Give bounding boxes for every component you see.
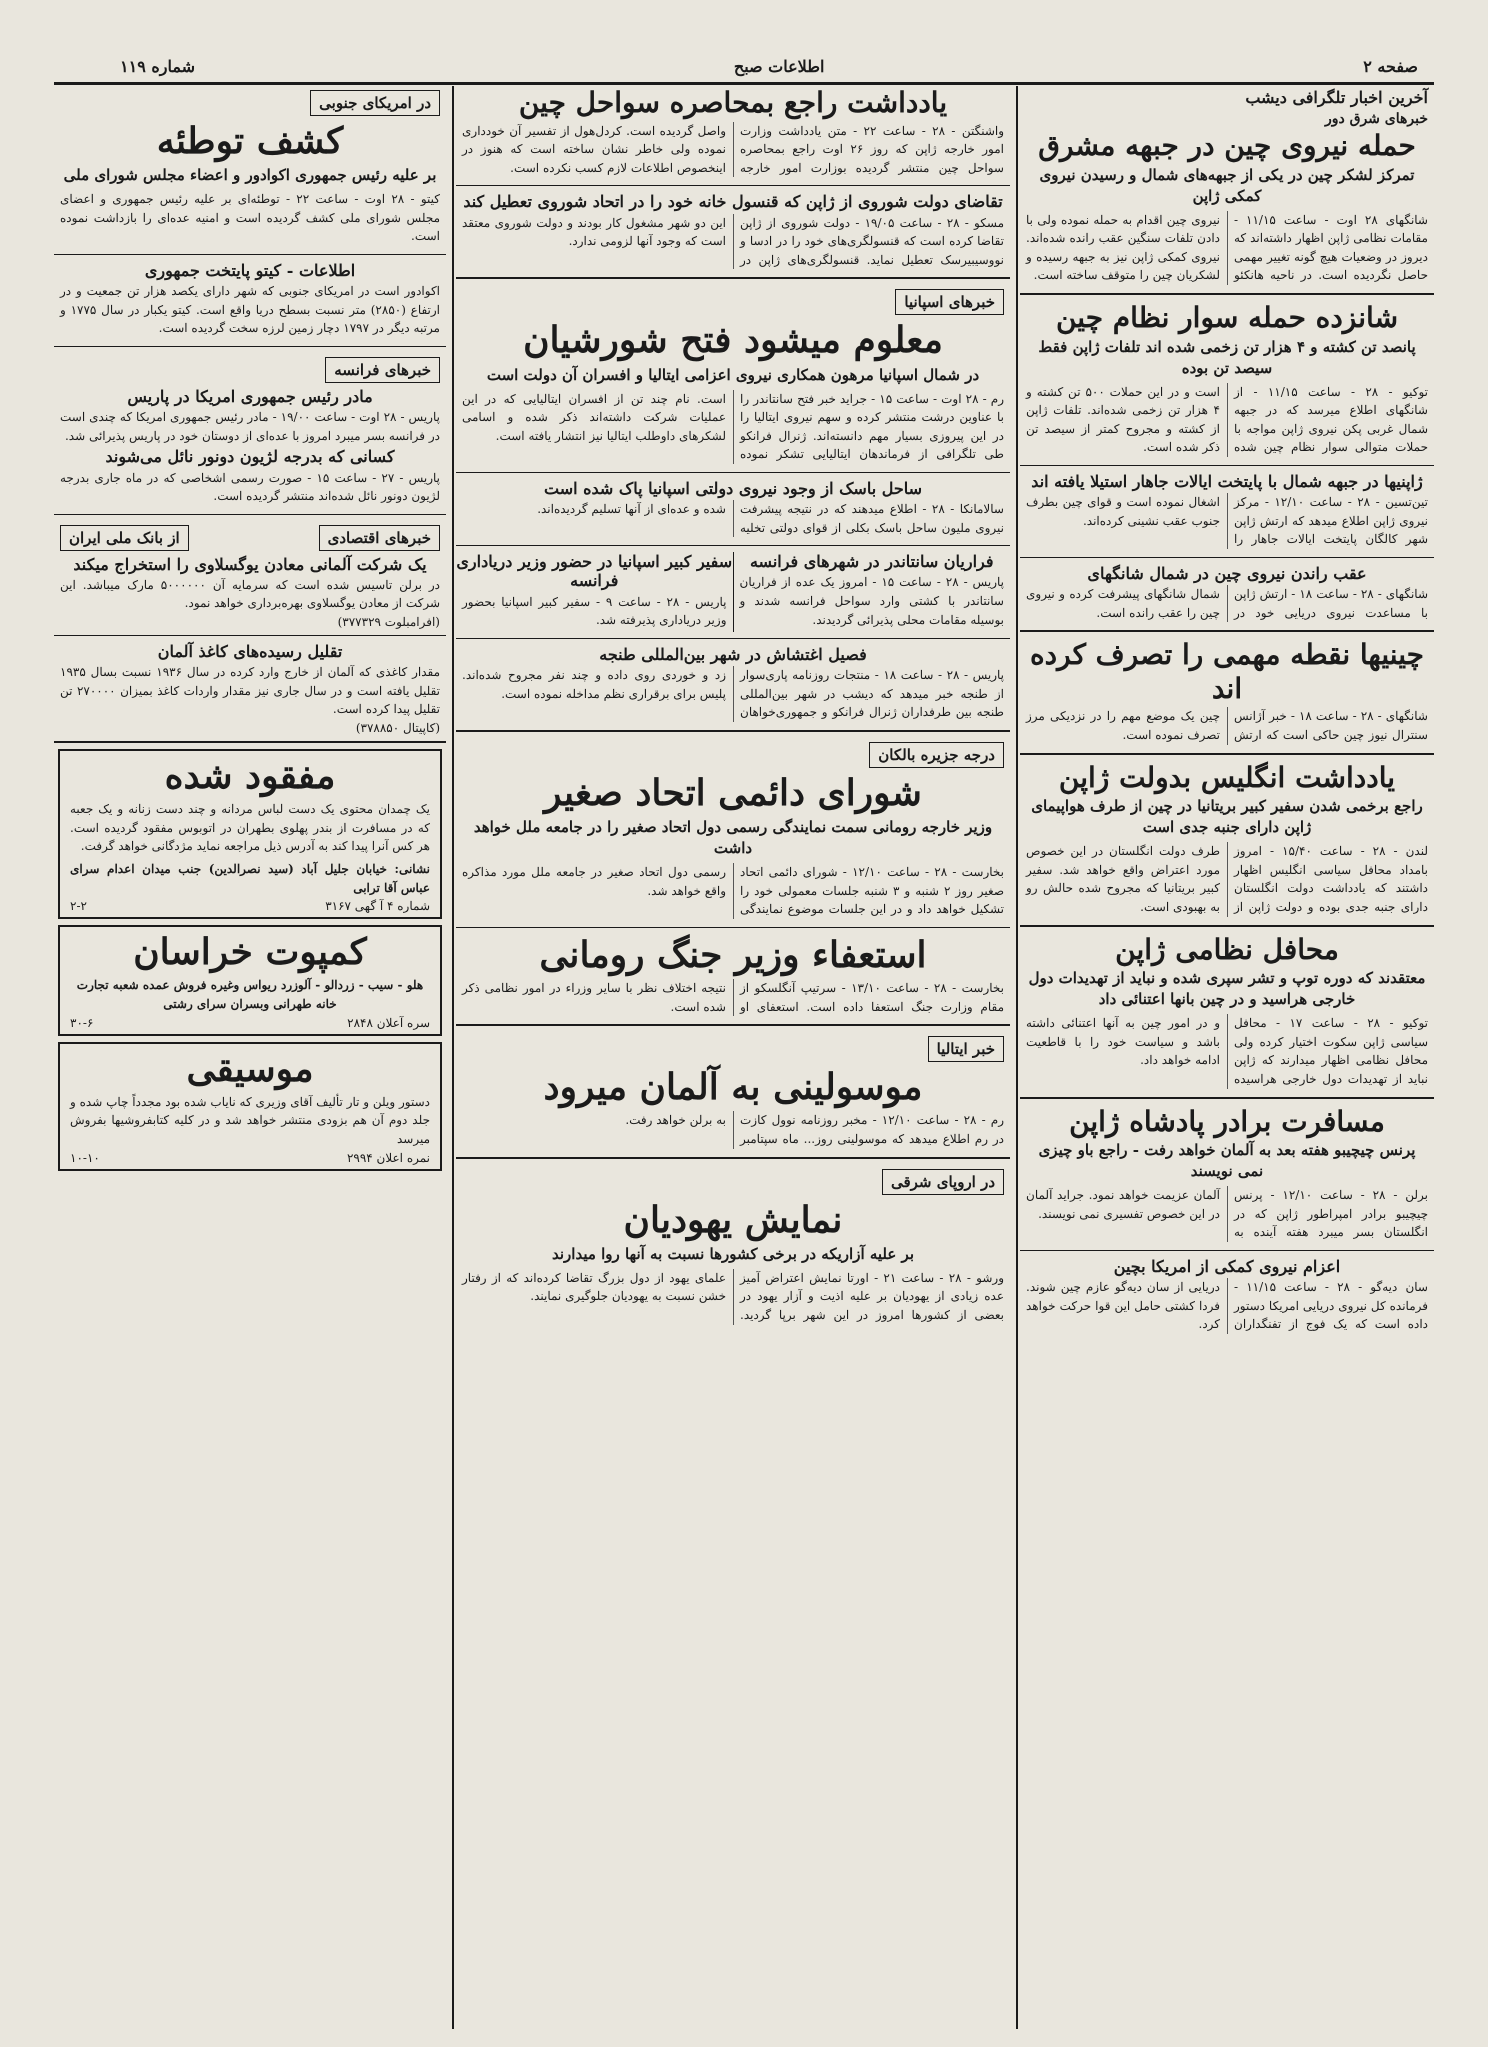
story-body: شانگهای - ۲۸ - ساعت ۱۸ - خبر آژانس سنترال نیوز چین حاکی است که ارتش چین یک موضع مهم را در نزدیکی مرز تصرف نموده است. <box>1026 709 1428 743</box>
section-label: خبر ایتالیا <box>928 1036 1004 1062</box>
credit-text: (افرامبلوت ۳۷۷۳۲۹) <box>337 615 440 630</box>
story-body: توکیو - ۲۸ - ساعت ۱۱/۱۵ - از شانگهای اطلاع میرسد که در جبهه شمال غربی پکن نیروی ژاپن مواجه با حملات متوالی سوار نظام چین شده است و در این حملات ۵۰۰ تن کشته و ۴ هزار تن زخمی شده‌اند. تلفات ژاپن از کشته و مجروح کمتر از سیصد تن ذکر شده است. <box>1026 384 1429 455</box>
story-body: تین‌تسین - ۲۸ - ساعت ۱۲/۱۰ - مرکز نیروی ژاپن اطلاع میدهد که ارتش ژاپن شهر کالگان پایتخت ایالات جاهار را اشغال نموده است و قوای چین بطرف جنوب عقب نشینی کرده‌اند. <box>1026 495 1428 547</box>
divider <box>1020 630 1434 632</box>
story-body: بخارست - ۲۸ - ساعت ۱۳/۱۰ - سرتیپ آنگلسکو از مقام وزارت جنگ استعفا داده است. استعفای او نتیجه اختلاف نظر با سایر وزراء در امور نظامی ذکر شده است. <box>462 980 1004 1014</box>
story-body: پاریس - ۲۷ - ساعت ۱۵ - صورت رسمی اشخاصی که در ماه جاری بدرجه لژیون دونور نائل شده‌اند منتشر گردیده است. <box>60 470 440 504</box>
latest-news-label: آخرین اخبار تلگرافی دیشب <box>1245 88 1428 107</box>
brief <box>456 552 733 632</box>
ad-body: یک چمدان محتوی یک دست لباس مردانه و چند دست زنانه و یک جعبه که در مسافرت از بندر پهلوی بطهران در اتوبوس مفقود گردیده است. هر کس آنرا پیدا کند به آدرس ذیل مراجعه نماید مژدگانی خواهد گرفت. <box>70 802 430 854</box>
ad-headline: مفقود شده <box>164 755 336 798</box>
divider <box>54 741 446 743</box>
divider <box>456 638 1010 639</box>
story-body: مقدار کاغذی که آلمان از خارج وارد کرده در سال ۱۹۳۶ نسبت بسال ۱۹۳۵ تقلیل یافته است و در سال جاری نیز مقدار واردات کاغذ بمیزان ۲۷۰۰۰۰ تن تقلیل پیدا کرده است. <box>60 665 441 717</box>
story-body: کیتو - ۲۸ اوت - ساعت ۲۲ - توطئه‌ای بر علیه رئیس جمهوری و اعضای مجلس شورای ملی کشف گردیده است و امنیه عده‌ای را بازداشت نموده است. <box>60 192 440 244</box>
divider <box>54 254 446 255</box>
story-body: بخارست - ۲۸ - ساعت ۱۲/۱۰ - شورای دائمی اتحاد صغیر روز ۲ شنبه و ۳ شنبه جلسات معمولی خود را تشکیل خواهد داد و در این جلسات موضوع نمایندگی رسمی دول اتحاد صغیر در جامعه ملل مورد مذاکره واقع خواهد شد. <box>462 865 1005 917</box>
divider <box>54 514 446 515</box>
story-headline: کشف توطئه <box>156 120 344 162</box>
story-headline: یک شرکت آلمانی معادن یوگسلاوی را استخراج میکند <box>73 554 427 574</box>
ad-footer <box>64 1016 436 1030</box>
story-body: ورشو - ۲۸ - ساعت ۲۱ - اورتا نمایش اعتراض آمیز عده زیادی از یهودیان بر علیه اذیت و آزار یهود در بعضی از کشورها امروز در این شهر برپا گردید. علمای یهود از دول بزرگ تقاضا کرده‌اند که از رفتار خشن نسبت به یهودیان جلوگیری نمایند. <box>462 1270 1005 1322</box>
story-headline: ساحل باسک از وجود نیروی دولتی اسپانیا پاک شده است <box>543 478 922 498</box>
divider <box>456 1024 1010 1026</box>
story-body: واشنگتن - ۲۸ - ساعت ۲۲ - متن یادداشت وزارت امور خارجه ژاپن که روز ۲۶ اوت راجع بمحاصره سواحل چین منتشر گردیده بوزارت امور خارجه واصل گردیده است. کردل‌هول از تفسیر آن خودداری نموده ولی خاطر نشان ساخته است که هنوز در اینخصوص اطلاعات لازم کسب نکرده است. <box>462 123 1005 175</box>
divider <box>456 185 1010 186</box>
story-headline: مسافرت برادر پادشاه ژاپن <box>1069 1104 1385 1138</box>
divider <box>54 635 446 636</box>
story-body: پاریس - ۲۸ اوت - ساعت ۱۹/۰۰ - مادر رئیس جمهوری امریکا که چندی است در فرانسه بسر میبرد امروز با عده‌ای از دوستان خود در پاریس پذیرائی شد. <box>60 410 440 443</box>
story-body: مسکو - ۲۸ - ساعت ۱۹/۰۵ - دولت شوروی از ژاپن تقاضا کرده است که قنسولگری‌های خود را در ادسا و نووسیبیرسک تعطیل نماید. قنسولگری‌های ژاپن در این دو شهر مشغول کار بودند و دولت شوروی معتقد است که وجود آنها لزومی ندارد. <box>462 215 1004 267</box>
far-east-kicker: خبرهای شرق دور <box>1324 111 1428 127</box>
divider <box>1020 925 1434 927</box>
story-headline: اعزام نیروی کمکی از امریکا بچین <box>1113 1256 1341 1276</box>
column-divider-left <box>452 86 454 2029</box>
divider <box>456 472 1010 473</box>
ad-number: نمره اعلان ۲۹۹۴ <box>346 1150 430 1165</box>
ad-code: ۲-۲ <box>70 899 87 914</box>
divider <box>54 346 446 347</box>
section-label: در اروپای شرقی <box>882 1169 1004 1195</box>
story-headline: تقلیل رسیده‌های کاغذ آلمان <box>157 642 343 662</box>
divider <box>1020 293 1434 295</box>
story-subhead: وزیر خارجه رومانی سمت نمایندگی رسمی دول اتحاد صغیر را در جامعه ملل خواهد داشت <box>473 818 993 857</box>
story-body: رم - ۲۸ اوت - ساعت ۱۵ - جراید خبر فتح سانتاندر را با عناوین درشت منتشر کرده و سهم نیروی ایتالیا را در این پیروزی بسیار مهم دانسته‌اند. ژنرال فرانکو طی تلگرافی از فرماندهان ایتالیایی تشکر نموده است. نام چند تن از افسران ایتالیایی که در این عملیات شرکت داشته‌اند ذکر شده و اسامی لشکرهای داوطلب ایتالیا نیز انتشار یافته است. <box>462 391 1004 462</box>
left-column <box>54 86 446 2029</box>
story-headline: ژاپنیها در جبهه شمال با پایتخت ایالات جاهار استیلا یافته اند <box>1031 471 1423 491</box>
divider <box>1020 753 1434 755</box>
two-briefs-row <box>456 552 1010 632</box>
divider <box>456 927 1010 928</box>
story-headline: محافل نظامی ژاپن <box>1115 932 1339 966</box>
story-headline: تقاضای دولت شوروی از ژاپن که قنسول خانه خود را در اتحاد شوروی تعطیل کند <box>463 192 1003 212</box>
issue-number: شماره ۱۱۹ <box>120 56 195 76</box>
divider <box>1020 465 1434 466</box>
story-headline: سفیر کبیر اسپانیا در حضور وزیر دریاداری فرانسه <box>456 552 733 591</box>
story-headline: یادداشت انگلیس بدولت ژاپن <box>1058 760 1396 794</box>
middle-column <box>456 86 1010 2029</box>
story-subhead: معتقدند که دوره توپ و تشر سپری شده و نباید از تهدیدات دول خارجی هراسید و در چین بانها اعتنائی داد <box>1028 969 1426 1009</box>
credit-line <box>54 721 446 735</box>
story-headline: شورای دائمی اتحاد صغیر <box>544 771 922 814</box>
story-body: در برلن تاسیس شده است که سرمایه آن ۵۰۰۰۰۰۰ مارک میباشد. این شرکت از معادن یوگسلاوی بهره‌برداری خواهد نمود. <box>60 577 441 611</box>
column-divider-right <box>1016 86 1018 2029</box>
right-column <box>1020 86 1434 2029</box>
ad-number: شماره ۴ آ گهی ۳۱۶۷ <box>325 899 430 914</box>
ad-footer <box>64 1151 436 1165</box>
story-subhead: تمرکز لشکر چین در یکی از جبهه‌های شمال و رسیدن نیروی کمکی ژاپن <box>1039 165 1415 205</box>
credit-text: (کاپیتال ۳۷۸۸۵۰) <box>355 721 440 736</box>
ad-footer <box>64 899 436 913</box>
paper-name: اطلاعات صبح <box>733 56 825 76</box>
story-body: برلن - ۲۸ - ساعت ۱۲/۱۰ - پرنس چیچیبو برادر امپراطور ژاپن که در انگلستان بسر میبرد هفته آینده به آلمان عزیمت خواهد نمود. جراید آلمان در این خصوص تفسیری نمی نویسند. <box>1026 1188 1429 1240</box>
ad-headline: موسیقی <box>186 1047 314 1090</box>
story-headline: شانزده حمله سوار نظام چین <box>1055 300 1399 334</box>
page-label: صفحه ۲ <box>1363 56 1418 76</box>
divider <box>1020 1250 1434 1251</box>
section-label: درجه جزیره بالکان <box>869 742 1004 768</box>
section-label: خبرهای فرانسه <box>325 357 440 383</box>
ad-body: دستور ویلن و تار تألیف آقای وزیری که نایاب شده بود مجدداً چاپ شده و جلد دوم آن هم بزودی منتشر خواهد شد و در کلیه کتابفروشیها بفروش میرسد <box>70 1094 430 1146</box>
divider <box>1020 557 1434 558</box>
divider <box>456 1157 1010 1159</box>
section-label: در امریکای جنوبی <box>310 90 440 116</box>
classified-ad <box>58 749 442 919</box>
story-body: پاریس - ۲۸ - ساعت ۱۸ - منتجات روزنامه پاری‌سوار از طنجه خبر میدهد که دیشب در شهر بین‌المللی طنجه بین طرفداران ژنرال فرانکو و جمهوری‌خواهان زد و خوردی روی داده و چند نفر مجروح شده‌اند. پلیس برای برقراری نظم مداخله نموده است. <box>462 668 1004 720</box>
story-subhead: در شمال اسپانیا مرهون همکاری نیروی اعزامی ایتالیا و افسران آن دولت است <box>486 365 980 384</box>
story-headline: معلوم میشود فتح شورشیان <box>523 319 943 362</box>
section-label: خبرهای اسپانیا <box>895 289 1004 315</box>
story-headline: اطلاعات - کیتو پایتخت جمهوری <box>144 260 356 280</box>
section-label: خبرهای اقتصادی <box>319 525 440 551</box>
ad-number: سره آعلان ۲۸۴۸ <box>347 1015 430 1030</box>
story-subhead: راجع برخمی شدن سفیر کبیر بریتانیا در چین از طرف هواپیمای ژاپن دارای جنبه جدی است <box>1031 797 1423 837</box>
story-subhead: بر علیه رئیس جمهوری اکوادور و اعضاء مجلس شورای ملی <box>63 166 437 185</box>
story-headline: چینیها نقطه مهمی را تصرف کرده اند <box>1030 638 1424 705</box>
masthead <box>120 52 1418 80</box>
story-headline: یادداشت راجع بمحاصره سواحل چین <box>518 86 948 119</box>
ad-headline: کمپوت خراسان <box>133 931 367 974</box>
top-rule <box>54 82 1434 85</box>
section-row <box>54 521 446 555</box>
story-headline: فصیل اغتشاش در شهر بین‌المللی طنجه <box>599 644 867 664</box>
credit-line <box>54 615 446 629</box>
story-body: توکیو - ۲۸ - ساعت ۱۷ - محافل سیاسی ژاپن سکوت اختیار کرده ولی محافل نظامی اظهار میدارند که ژاپن نباید از تهدیدات دول خارجی هراسیده و در امور چین به آنها اعتنائی داشته باشد و سیاست خود را با قاطعیت ادامه خواهد داد. <box>1026 1016 1428 1086</box>
story-subhead: بر علیه آزاریکه در برخی کشورها نسبت به آنها روا میدارند <box>551 1244 915 1263</box>
ad-address: نشانی: خیابان جلیل آباد (سید نصرالدین) جنب میدان اعدام سرای عباس آقا ترابی <box>70 862 430 895</box>
story-body: پاریس - ۲۸ - ساعت ۹ - سفیر کبیر اسپانیا بحضور وزیر دریاداری پذیرفته شد. <box>462 594 727 628</box>
ad-code: ۱۰-۱۰ <box>70 1150 100 1165</box>
classified-ad <box>58 925 442 1035</box>
story-body: شانگهای - ۲۸ - ساعت ۱۸ - ارتش ژاپن با مساعدت نیروی دریایی خود در شمال شانگهای پیشرفت کرده و نیروی چین را عقب رانده است. <box>1026 587 1428 620</box>
story-body: اکوادور است در امریکای جنوبی که شهر دارای یکصد هزار تن جمعیت و در ارتفاع (۲۸۵۰) متر نسبت بسطح دریا واقع است. کیتو یکبار در سال ۱۷۷۵ و مرتبه دیگر در ۱۷۹۷ دچار زمین لرزه سخت گردیده است. <box>60 284 441 336</box>
story-body: پاریس - ۲۸ - ساعت ۱۵ - امروز یک عده از فراریان سانتاندر با کشتی وارد سواحل فرانسه شدند و بوسیله مقامات محلی پذیرائی گردیدند. <box>739 575 1004 627</box>
story-headline: موسولینی به آلمان میرود <box>543 1066 923 1109</box>
divider <box>456 730 1010 732</box>
story-body: شانگهای ۲۸ اوت - ساعت ۱۱/۱۵ - مقامات نظامی ژاپن اظهار داشته‌اند که دیروز در وضعیات هیچ گونه تغییر مهمی حاصل نگردیده است. در ناحیه هانکئو نیروی چین اقدام به حمله نموده ولی با دادن تلفات سنگین عقب رانده شده‌اند. نیروی کمکی ژاپن نیز به جبهه رسیده و لشکریان چین را متوقف ساخته است. <box>1026 212 1428 283</box>
divider <box>456 277 1010 279</box>
ad-code: ۳۰-۶ <box>70 1015 94 1030</box>
divider <box>1020 1097 1434 1099</box>
story-headline: کسانی که بدرجه لژیون دونور نائل می‌شوند <box>105 447 395 467</box>
story-headline: فراریان سانتاندر در شهرهای فرانسه <box>749 552 994 572</box>
story-headline: مادر رئیس جمهوری امریکا در پاریس <box>127 386 373 406</box>
story-body: سالامانکا - ۲۸ - اطلاع میدهند که در نتیجه پیشرفت نیروی ملیون ساحل باسک بکلی از قوای دولتی تخلیه شده و عده‌ای از آنها تسلیم گردیده‌اند. <box>537 502 1004 535</box>
divider <box>456 545 1010 546</box>
story-subhead: پرنس چیچیبو هفته بعد به آلمان خواهد رفت - راجع باو چیزی نمی نویسند <box>1038 1141 1416 1181</box>
brief <box>733 552 1011 632</box>
story-headline: نمایش یهودیان <box>623 1198 843 1241</box>
story-body: سان دیه‌گو - ۲۸ - ساعت ۱۱/۱۵ - فرمانده کل نیروی دریایی امریکا دستور داده است که یک فوج از تفنگداران دریایی از سان دیه‌گو عازم چین شوند. فردا کشتی حامل این قوا حرکت خواهد کرد. <box>1026 1280 1428 1332</box>
story-headline: حمله نیروی چین در جبهه مشرق <box>1038 129 1416 162</box>
classified-ad <box>58 1042 442 1171</box>
story-headline: عقب راندن نیروی چین در شمال شانگهای <box>1087 563 1367 583</box>
story-headline: استعفاء وزیر جنگ رومانی <box>539 933 927 976</box>
story-body: لندن - ۲۸ - ساعت ۱۵/۴۰ - امروز بامداد محافل سیاسی انگلیس اظهار داشتند که یادداشت دولت انگلستان دارای جنبه جدی بوده و دولت ژاپن از طرف دولت انگلستان در این خصوص مورد اعتراض واقع خواهد شد. سفیر کبیر بریتانیا که مجروح شده حالش رو به بهبودی است. <box>1026 844 1429 915</box>
ad-body: هلو - سیب - زردالو - آلوزرد ریواس وغیره فروش عمده شعبه تجارت خانه طهرانی وبسران سرای رشتی <box>76 978 424 1011</box>
story-body: رم - ۲۸ - ساعت ۱۲/۱۰ - مخبر روزنامه نوول کازت در رم اطلاع میدهد که موسولینی روز... ماه سپتامبر به برلن خواهد رفت. <box>625 1113 1004 1146</box>
section-label: از بانک ملی ایران <box>60 525 189 551</box>
story-subhead: پانصد تن کشته و ۴ هزار تن زخمی شده اند تلفات ژاپن فقط سیصد تن بوده <box>1038 337 1416 377</box>
